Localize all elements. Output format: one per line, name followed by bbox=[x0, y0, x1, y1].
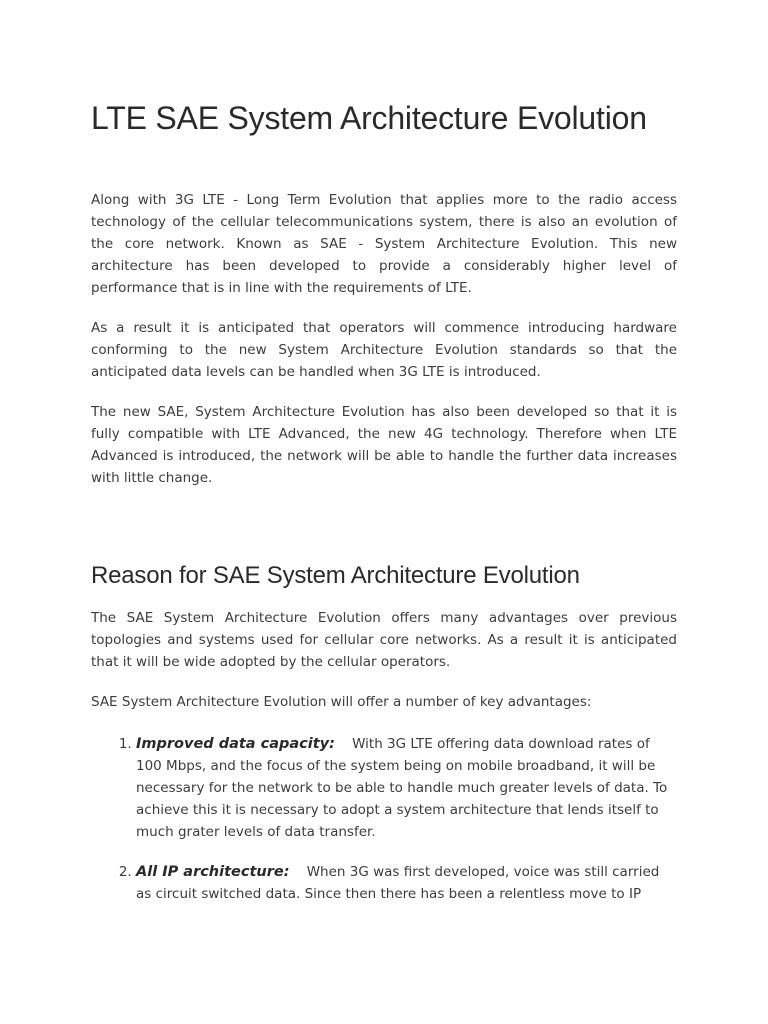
intro-paragraph-1: Along with 3G LTE - Long Term Evolution that applies more to the radio access technology of the cellular telecommunications system, there is also an evolution of the core network. Known as SAE - System Architecture Evolution. This new architecture has been developed to provide a considerably higher level of performance that is in line with the requirements of LTE. bbox=[91, 192, 677, 296]
section-paragraph-2: SAE System Architecture Evolution will offer a number of key advantages: bbox=[91, 694, 592, 710]
list-item-lead: All IP architecture: bbox=[136, 864, 290, 880]
list-item-text: When 3G was first developed, voice was still carried as circuit switched data. Since then there has been a relentless move to IP bbox=[136, 864, 660, 902]
list-item-text: With 3G LTE offering data download rates of 100 Mbps, and the focus of the system being on mobile broadband, it will be necessary for the network to be able to handle much greater levels of data. To achieve this it is necessary to adopt a system architecture that lends itself to much grater levels of data transfer. bbox=[136, 736, 668, 840]
section-heading: Reason for SAE System Architecture Evolution bbox=[91, 562, 580, 589]
list-item bbox=[136, 733, 677, 843]
section-spacer bbox=[91, 507, 677, 559]
intro-paragraph-3: The new SAE, System Architecture Evolution has also been developed so that it is fully compatible with LTE Advanced, the new 4G technology. Therefore when LTE Advanced is introduced, the network will be able to handle the further data increases with little change. bbox=[91, 404, 677, 486]
intro-paragraph-2: As a result it is anticipated that operators will commence introducing hardware conforming to the new System Architecture Evolution standards so that the anticipated data levels can be handled when 3G LTE is introduced. bbox=[91, 320, 677, 380]
page-title: LTE SAE System Architecture Evolution bbox=[91, 100, 647, 136]
list-item-lead: Improved data capacity: bbox=[136, 736, 335, 752]
list-item bbox=[136, 861, 677, 905]
section-paragraph-1: The SAE System Architecture Evolution offers many advantages over previous topologies and systems used for cellular core networks. As a result it is anticipated that it will be wide adopted by the cellular operators. bbox=[91, 610, 677, 670]
advantages-list bbox=[91, 733, 677, 905]
